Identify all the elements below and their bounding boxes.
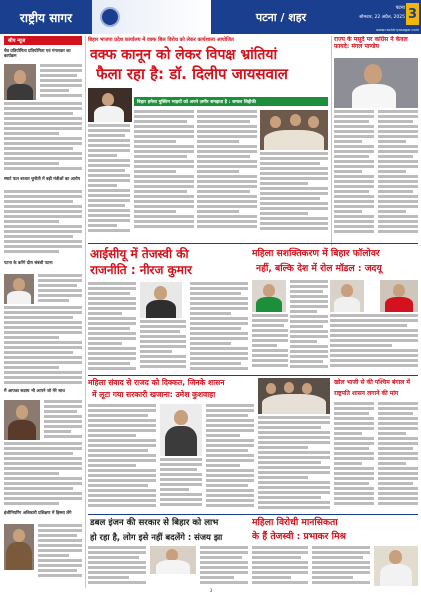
mahila-samvad-body-col3	[160, 458, 202, 512]
west-bengal-body-col2	[378, 402, 418, 512]
left-story4-head: मैं आपका सदस्य भी आपने जो मेरे साथ	[4, 388, 65, 393]
mahila-virodhi-headline-line1: महिला विरोधी मानसिकता	[252, 517, 338, 528]
column-divider-left	[85, 36, 86, 588]
tejashwi-headline-line1: आईसीयू में तेजस्वी की	[90, 247, 189, 261]
left-story2-body	[4, 190, 82, 258]
mahila-virodhi-photo	[374, 546, 418, 586]
west-bengal-headline-line1: खोल भाजी से की पश्चिम बंगाल में	[334, 379, 410, 386]
city-section: पटना / शहर	[211, 0, 351, 34]
left-story5-head: इंजीनियरिंग अधिकारी प्रशिक्षण में हिस्सा लेंगे	[4, 510, 72, 515]
band-rule-2	[88, 375, 418, 376]
tejashwi-headline-line2: राजनीति : नीरज कुमार	[90, 263, 192, 277]
women-body-col0	[252, 314, 288, 372]
left-story2-head: स्मार्ट फल बाजार चुनौती में बड़ी मंत्रीओं का आरोप	[4, 176, 81, 181]
double-engine-headline-line2: हो रहा है, लोग इसे नहीं बदलेंगे : संजय झा	[90, 532, 223, 542]
left-section-title: सीप न्यूज	[4, 36, 82, 45]
left-story3-body	[38, 274, 82, 304]
double-engine-body-col1	[88, 546, 146, 586]
women-body-col1	[290, 280, 328, 372]
tejashwi-body-col1	[88, 282, 136, 372]
middle-group-photo	[258, 378, 330, 414]
women-body-col2	[330, 314, 418, 372]
lead-photo-2	[260, 110, 328, 150]
west-bengal-headline-line2: राष्ट्रपति शासन लगाने की मांग	[334, 390, 399, 397]
mahila-virodhi-headline-line2: के हैं तेजस्वी : प्रभाकर मिश्र	[252, 531, 346, 542]
lead-photo-1	[88, 88, 132, 122]
left-photo-3	[4, 400, 40, 440]
tejashwi-body-col3	[190, 282, 248, 372]
mahila-samvad-headline-line1: महिला संवाद से राजद को दिक्कत, जिनके शासन	[88, 378, 225, 387]
top-strip: बिहार भाजपा प्रदेश कार्यालय में वक्फ बिल विरोध को लेकर कार्यशाला आयोजित	[88, 37, 234, 43]
left-story1-head: चैत्र प्रतियोगिता प्रतियोगिता एवं मंगलवार का कार्यक्रम	[4, 48, 71, 58]
right-top-body-col2	[378, 110, 418, 242]
left-photo-1	[4, 64, 36, 100]
lead-body-col3	[197, 110, 257, 236]
left-photo-4	[4, 524, 34, 570]
left-story4-body2	[4, 442, 82, 508]
middle-body	[258, 416, 330, 512]
double-engine-photo	[150, 546, 196, 574]
right-top-headline: राज्य के मसूदे पर कांग्रेस ने केवल फ़ायदे: मंगल पाण्डेय	[334, 36, 408, 50]
lead-headline-line2: फैला रहा है: डॉ. दिलीप जायसवाल	[96, 65, 288, 83]
left-story3-head: पटना के करेंगे दौरा संबंधी पटना	[4, 260, 53, 265]
women-photo-2	[330, 280, 364, 312]
double-engine-body-col2	[200, 546, 248, 586]
west-bengal-body-col1	[334, 402, 374, 512]
page-number: 3	[406, 3, 419, 25]
left-photo-2	[4, 274, 34, 304]
left-story1-body2	[4, 102, 82, 174]
lead-body-col2	[134, 110, 194, 236]
double-engine-headline-line1: डबल इंजन की सरकार से बिहार को लाभ	[90, 518, 219, 528]
column-divider-right-top	[331, 36, 332, 246]
lead-headline-line1: वक्फ कानून को लेकर विपक्ष भ्रांतियां	[90, 47, 278, 63]
footer-page-number: 3	[209, 588, 213, 593]
left-story4-body	[44, 400, 82, 440]
emblem-icon	[100, 7, 120, 27]
mahila-samvad-body-col2	[206, 404, 254, 512]
left-story3-body2	[4, 306, 82, 386]
tejashwi-body-col2	[140, 320, 186, 372]
women-photo-1	[252, 280, 286, 312]
left-story1-body	[40, 64, 82, 100]
masthead	[0, 0, 421, 34]
band-rule-1	[88, 243, 418, 244]
paper-name: राष्ट्रीय सागर	[0, 0, 92, 34]
mahila-samvad-body-col1	[88, 404, 156, 512]
right-top-body-col1	[334, 110, 374, 242]
band-rule-3	[88, 514, 418, 515]
lead-body-col4	[260, 152, 328, 236]
masthead-right	[351, 0, 421, 34]
left-story5-body	[38, 524, 82, 580]
page-label: पटना	[395, 5, 405, 11]
page-date: सोमवार, 22 अप्रैल, 2025	[359, 15, 405, 20]
mahila-samvad-headline-line2: में लूटा गया सरकारी खजाना: उमेश कुशवाहा	[92, 390, 216, 399]
tejashwi-photo	[140, 282, 182, 318]
right-top-photo	[334, 58, 418, 108]
women-headline-line2: नहीं, बल्कि देश में रोल मॉडल : जदयू	[256, 263, 382, 274]
women-photo-3	[380, 280, 418, 312]
website: www.rashtriyasagar.com	[375, 28, 419, 32]
lead-subhead: बिहार हमेशा मुस्लिम भाइयों को अपने ज़मीर समझता है : जमाल सिद्दीकी	[134, 97, 328, 106]
masthead-banner	[92, 0, 211, 34]
women-headline-line1: महिला सशक्तिकरण में बिहार फॉलोवर	[252, 248, 380, 259]
lead-body-col1	[88, 124, 130, 236]
mahila-samvad-photo	[160, 404, 202, 456]
mahila-virodhi-body-col1	[252, 546, 308, 586]
mahila-virodhi-body-col2	[312, 546, 370, 586]
